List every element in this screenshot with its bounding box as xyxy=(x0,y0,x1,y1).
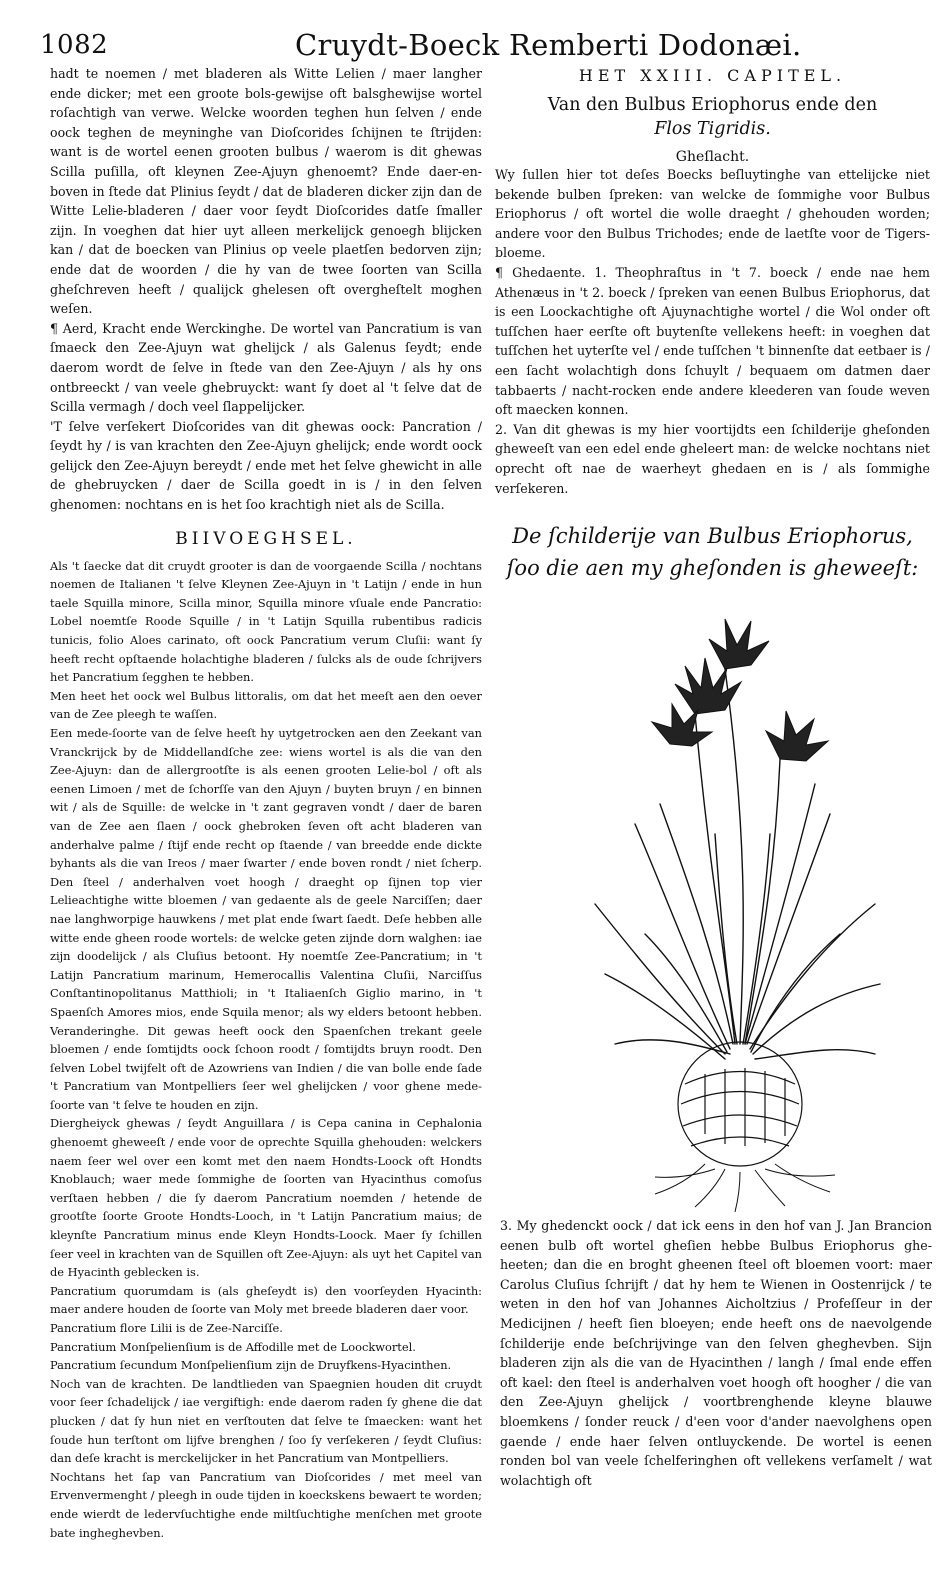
bijvoeghsel-paragraph: Nochtans het ſap van Pancratium van Dioſcorides / met meel van Ervenvermenght / pleegh in oude tijden in koeckskens bewaert te worden; ende wierdt de ledervſuchtighe ende miltſuchtighe menſchen met groote bate ingheghevben. xyxy=(50,1469,482,1540)
figure-caption-line: De ſchilderije van Bulbus Eriophorus, xyxy=(512,524,913,549)
page-header xyxy=(40,26,930,66)
geslacht-heading: Gheſlacht. xyxy=(675,149,750,165)
bijvoeghsel-paragraph: Een mede-ſoorte van de ſelve heeſt hy uytgetrocken aen den Zeekant van Vranckrijck by de Middellandſche zee: wiens wortel is als die van den Zee-Ajuyn: dan de allergrootſte is als eenen grooten Lelie-bol / oft als eenen Limoen / met de ſchorſſe van den Ajuyn / buyten bruyn / en binnen wit / als de Squille: de welcke in 't zant gegraven vondt / daer de baren van de Zee aen ſlaen / oock ghebroken ſeven oft acht bladeren van anderhalve palme / ſtijf ende recht op ſtaende / van breedde ende dickte byhants als die van Ireos / maer ſwarter / ende boven rondt / niet ſcherp. Den ſteel / anderhalven voet hoogh / draeght op ſijnen top vier Lelieachtighe witte bloemen / van gedaente als de geele Narciſſen; daer nae langhworpige hauwkens / met plat ende ſwart ſaedt. Deſe hebben alle witte ende gheen roode wortels: de welcke geten zijnde dorn walghen: iae zijn doodelijck / als Cluſius betoont. Hy noemtſe Zee-Pancratium; in 't Latijn Pancratium marinum, Hemerocallis Valentina Cluſii, Narciſſus Conſtantinopolitanus Matthioli; in 't Italiaenſch Giglio marino, in 't Spaenſch Amores mios, ende Squila menor; als wy elders betoont hebben. Veranderinghe. Dit gewas heeft oock den Spaenſchen trekant geele bloemen / ende ſomtijdts oock ſchoon roodt / ſomtijdts bruyn roodt. Den ſelven Lobel twijfelt oft de Azowriens van Indien / die van bolle ende ſade 't Pancratium van Montpelliers ſeer wel ghelijcken / voor ghene mede-ſoorte van 't ſelve te houden en zijn. xyxy=(50,726,482,1112)
ghedaente-paragraph: ¶ Ghedaente. 1. Theophraſtus in 't 7. boeck / ende nae hem Athenæus in 't 2. boeck / ſpreken van eenen Bulbus Eriophorus, dat is een Loockachtighe oft Ajuynachtighe wortel / die Wol onder oft tuſſchen haer eerſte oft buytenſte vellekens heeft: in voeghen dat tuſſchen het uyterſte vel / ende tuſſchen 't binnenſte dat eetbaer is / een ſacht wolachtigh dons ſchuylt / bequaem om datmen daer tabbaerts / nacht-rocken ende andere kleederen van ſoude weven oft maecken konnen. xyxy=(495,264,930,418)
chapter-subtitle xyxy=(495,93,930,141)
bijvoeghsel-paragraph: Pancratium ſecundum Monſpelienſium zijn de Druyfkens-Hyacinthen. xyxy=(50,1358,452,1373)
bijvoeghsel-paragraph: Men heet het oock wel Bulbus littoralis, om dat het meeſt aen den oever van de Zee pleegh te waſſen. xyxy=(50,688,482,722)
paragraph-three: 3. My ghedenckt oock / dat ick eens in den hof van J. Jan Brancion eenen bulb oft wortel gheſien hebbe Bulbus Eriophorus ghe-heeten; dan die en broght gheenen ſteel oft bloemen voort: maer Carolus Cluſius ſchrijft / dat hy hem te Wienen in Oostenrijck / te weten in den hof van Johannes Aicholtzius / Profeſſeur in der Medicijnen / heeft ſien bloeyen; ende heeft ons de naevolgende ſchilderije ende beſchrijvinge van den ſelven gheghevben. Sijn bladeren zijn als die van de Hyacinthen / langh / ſmal ende effen oft kael: den ſteel is anderhalven voet hoogh oft hoogher / die van den Zee-Ajuyn ghelijck / voortbrenghende kleyne blauwe bloemkens / ſonder reuck / d'een voor d'ander naevolghens open gaende / ende haer ſelven ontluyckende. De wortel is eenen ronden bol van veele ſchelferinghen oft vellekens verſamelt / wat wolachtigh oft xyxy=(500,1218,932,1488)
right-column xyxy=(495,64,930,592)
bijvoeghsel-paragraph: Als 't ſaecke dat dit cruydt grooter is dan de voorgaende Scilla / nochtans noemen de Italianen 't ſelve Kleynen Zee-Ajuyn in 't Latijn / ende in hun taele Squilla minore, Scilla minor, Squilla minore vſuale ende Pancratio: Lobel noemtſe Roode Squille / in 't Latijn Squilla rubentibus radicis tunicis, folio Aloes carinato, oft oock Pancratium verum Cluſii: want ſy heeft recht opſtaende holachtighe bladeren / ſulcks als de oude ſchrijvers het Pancratium ſegghen te hebben. xyxy=(50,558,482,685)
bijvoeghsel-heading: BIIVOEGHSEL. xyxy=(175,528,357,549)
intro-paragraph: hadt te noemen / met bladeren als Witte Lelien / maer langher ende dicker; met een groote bols-gewijse oft balsghewijse wortel roſachtigh van verwe. Welcke woorden teghen hun ſelven / ende oock teghen de meyninghe van Dioſcorides ſchijnen te ſtrijden: want is de wortel eenen grooten bulbus / waerom is dit ghewas Scilla puſilla, oft kleynen Zee-Ajuyn ghenoemt? Ende daer-en-boven in ſtede dat Plinius ſeydt / dat de bladeren dicker zijn dan de Witte Lelie-bladeren / daer voor ſeydt Dioſcorides datſe ſmaller zijn. In voeghen dat hier uyt alleen merkelijck genoegh blijcken kan / dat de boecken van Plinius op veele plaetſen bedorven zijn; ende dat de woorden / die hy van de twee ſoorten van Scilla gheſchreven heeft / qualijck ghelesen oft overgheſtelt moghen weſen. xyxy=(50,66,482,317)
aerd-paragraph: ¶ Aerd, Kracht ende Werckinghe. De wortel van Pancratium is van ſmaeck den Zee-Ajuyn wat ghelijck / als Galenus ſeydt; ende daerom wordt de ſelve in ſtede van den Zee-Ajuyn / als hy ons ontbreeckt / van veele ghebruyckt: want ſy doet al 't ſelve dat de Scilla vermagh / doch veel ſlappelijcker. xyxy=(50,320,482,415)
geslacht-paragraph: Wy ſullen hier tot deſes Boecks beſluytinghe van ettelijcke niet bekende bulben ſpreken: van welcke de ſommighe voor Bulbus Eriophorus / oft wortel die wolle draeght / ghehouden worden; andere voor den Bulbus Trichodes; ende de laetſte voor de Tigers-bloeme. xyxy=(495,167,930,261)
paragraph-three-block xyxy=(500,1216,932,1490)
page-number: 1082 xyxy=(40,30,109,60)
bijvoeghsel-paragraph: Pancratium flore Lilii is de Zee-Narciſſe. xyxy=(50,1321,283,1335)
left-column xyxy=(50,64,482,1542)
figure-caption-line: ſoo die aen my gheſonden is gheweeſt: xyxy=(506,556,919,581)
bulbus-eriophorus-woodcut xyxy=(575,574,895,1214)
tselve-paragraph: 'T ſelve verſekert Dioſcorides van dit ghewas oock: Pancration / ſeydt hy / is van krachten den Zee-Ajuyn ghelijck; ende wordt oock gelijck den Zee-Ajuyn bereydt / ende met het ſelve ghewicht in alle de ghebruycken / daer de Scilla goedt in is / in den ſelven ghenomen: nochtans en is het ſoo krachtigh niet als de Scilla. xyxy=(50,418,482,513)
chapter-heading: HET XXIII. CAPITEL. xyxy=(578,66,847,85)
chapter-subtitle-line: Van den Bulbus Eriophorus ende den xyxy=(547,95,878,115)
bijvoeghsel-paragraph: Pancratium quorumdam is (als gheſeydt is) den voorſeyden Hyacinth: maer andere houden de ſoorte van Moly met breede bladeren daer voor. xyxy=(50,1283,482,1317)
bijvoeghsel-paragraph: Pancratium Monſpelienſium is de Affodille met de Loockwortel. xyxy=(50,1339,416,1354)
bijvoeghsel-paragraph: Noch van de krachten. De landtlieden van Spaegnien houden dit cruydt voor ſeer ſchadelijck / iae vergiftigh: ende daerom raden ſy ghene die dat plucken / dat ſy hun niet en verſtouten dat ſelve te ſmaecken: want het ſoude hun terſtont om lijfve brenghen / ſoo ſy verſekeren / ſeydt Cluſius: dan deſe kracht is merckelijcker in het Pancratium van Montpelliers. xyxy=(50,1376,482,1466)
chapter-subtitle-line: Flos Tigridis. xyxy=(654,119,771,139)
running-title: Cruydt-Boeck Remberti Dodonæi. xyxy=(295,28,802,62)
bijvoeghsel-paragraph: Diergheiyck ghewas / ſeydt Anguillara / is Cepa canina in Cephalonia ghenoemt gheweeſt / ende voor de oprechte Squilla ghehouden: welckers naem ſeer wel over een komt met den naem Hondts-Loock oft Hondts Knoblauch; waer mede ſommighe de ſoorten van Hyacinthus comoſus verſtaen hebben / die ſy daerom Pancratium noemden / hetende de grootſte ſoorte Groote Hondts-Looch, in 't Latijn Pancratium maius; de kleynſte Pancratium minus ende Kleyn Hondts-Loock. Maer ſy ſchillen ſeer veel in krachten van de Squillen oft Zee-Ajuyn: als uyt het Capitel van de Hyacinth geblecken is. xyxy=(50,1116,482,1280)
paragraph-two: 2. Van dit ghewas is my hier voortijdts een ſchilderije gheſonden gheweeſt van een edel ende gheleert man: de welcke nochtans niet oprecht oft nae de waerheyt ghedaen en is / als ſommighe verſekeren. xyxy=(495,421,930,496)
